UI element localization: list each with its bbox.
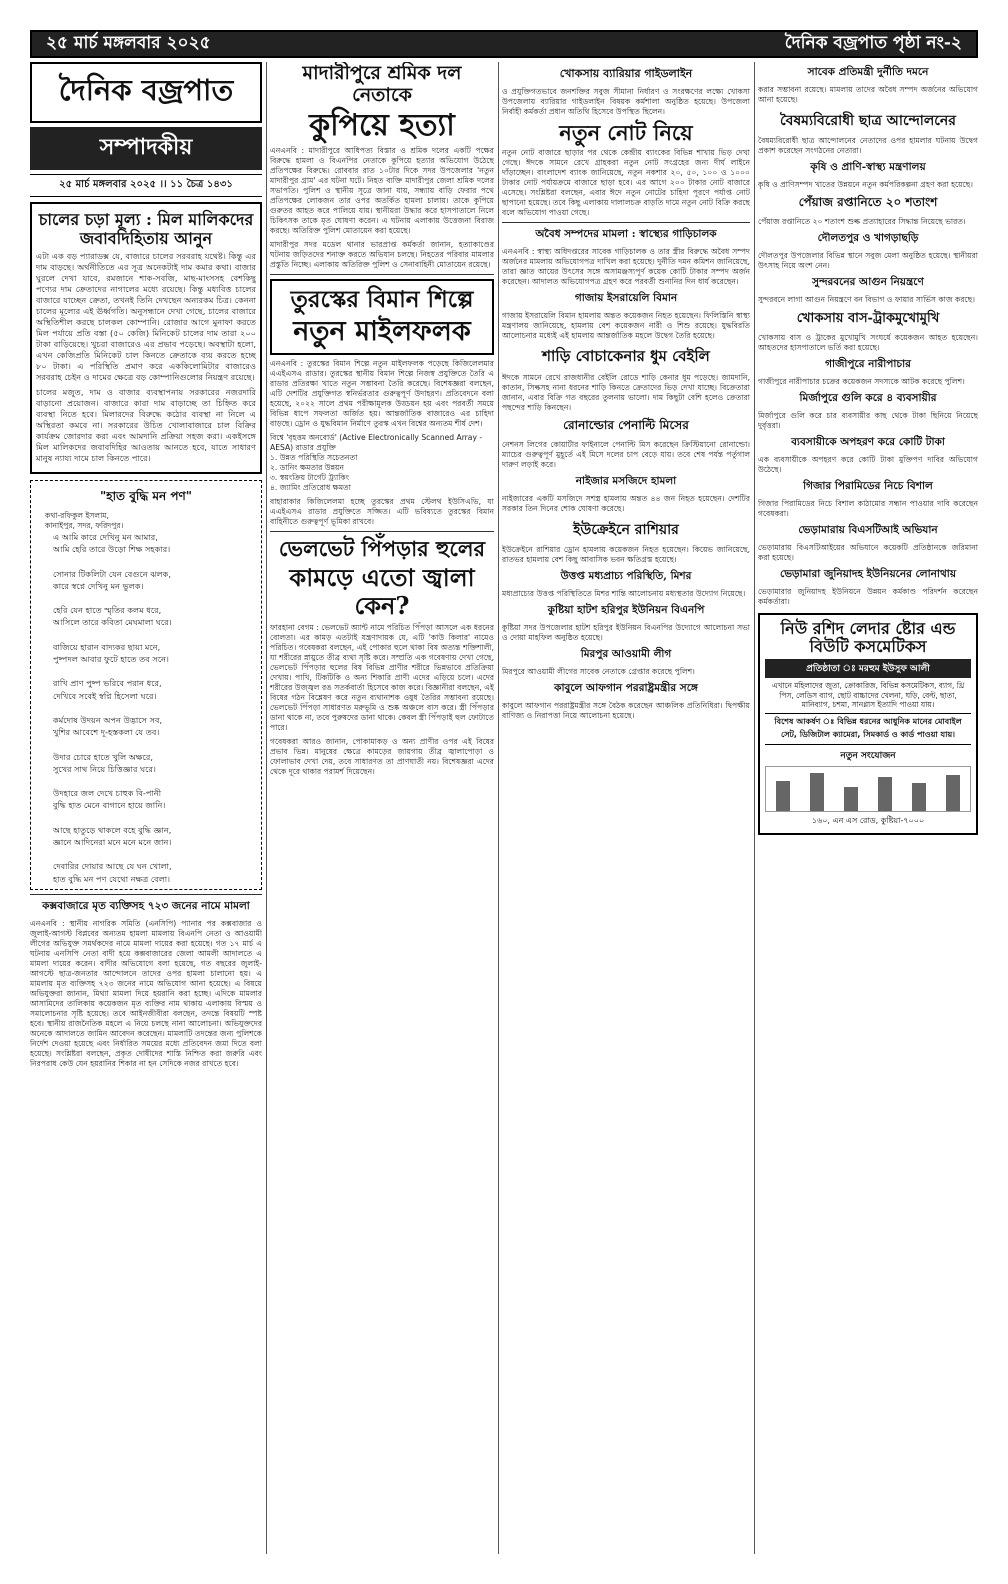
story-headline: ভেড়ামারায় বিএসটিআই অভিযান [798, 524, 938, 536]
ad-proprietor: প্রতিষ্ঠাতা ঃ মরহুম ইউসুফ আলী [765, 659, 971, 678]
story-headline: ব্যবসায়ীকে অপহরণ করে কোটি টাকা [791, 436, 945, 448]
story-body: ও প্রযুক্তিগতভাবে জনশক্তির সবুজ সীমানা নির্ধারণ ও সংরক্ষণের লক্ষ্যে খোকসা উপজেলায় ব্যারিয়ার গাইডলাইন বিষয়ক কর্মশালা অনুষ্ঠিত হয়েছে। উপজেলা নির্বাহী কর্মকর্তা প্রধান অতিথি হিসেবে উপস্থিত ছিলেন। [502, 87, 750, 116]
story-headline: কাবুলে আফগান পররাষ্ট্রমন্ত্রীর সঙ্গে [554, 682, 698, 694]
column-rule [754, 62, 755, 1554]
story-list: বিশ্বে 'বৃহত্তম অনবোর্ড' (Active Electronically Scanned Array - AESA) রাডার প্রযুক্তি ১. উন্নত পরিস্থিতি সচেতনতা ২. ডানিং ক্ষমতার উন্নয়ন ৩. স্বয়ংক্রিয় টার্গেট ট্র্যাকিং ৪. জ্যামিং প্রতিরোধ ক্ষমতা [270, 433, 483, 492]
story-body: বৈষম্যবিরোধী ছাত্র আন্দোলনের নেতাদের ওপর হামলার ঘটনায় উদ্বেগ প্রকাশ করেছেন সংগঠনের নেতারা। [758, 136, 978, 155]
story-headline: মির্জাপুরে গুলি করে ৪ ব্যবসায়ীর [799, 392, 937, 404]
column-rule [498, 62, 499, 1554]
editorial-body-2: চালের মজুত, দাম ও বাজার ব্যবস্থাপনায় সরকারের নজরদারি বাড়ানো প্রয়োজন। বাজারে কারা দাম বাড়াচ্ছে তা চিহ্নিত করে ব্যবস্থা নিতে হবে। মিলারদের বিরুদ্ধে কঠোর ব্যবস্থা না নিলে এ অস্থিরতা কমবে না। সরকারের উচিত খোলাবাজারে চাল বিক্রির কার্যক্রম জোরদার করা এবং আমদানি প্রক্রিয়া সহজ করা। একইসঙ্গে মিল মালিকদের জবাবদিহির আওতায় আনতে হবে, যাতে সাধারণ মানুষ ন্যায্য দামে চাল কিনতে পারে। [36, 387, 256, 463]
story-body: গাজীপুরে নারীপাচার চক্রের কয়েকজন সদস্যকে আটক করেছে পুলিশ। [758, 377, 965, 386]
story-headline: ভেলভেট পিঁপড়ার হুলের [278, 536, 486, 561]
ad-title: নিউ রশিদ লেদার ষ্টোর এন্ড বিউটি কসমেটিকস [780, 619, 956, 656]
story-headline: পেঁয়াজ রপ্তানিতে ২০ শতাংশ [798, 195, 938, 209]
story-headline: ইউক্রেইনে রাশিয়ার [573, 522, 679, 538]
story-body: নাইজারের একটি মসজিদে সশস্ত্র হামলায় অন্তত ৪৪ জন নিহত হয়েছেন। দেশটির সরকার তিন দিনের শোক ঘোষণা করেছে। [502, 494, 750, 513]
column-two [270, 62, 494, 1554]
story-headline: উত্তপ্ত মধ্যপ্রাচ্য পরিস্থিতি, মিশর [560, 570, 692, 582]
story-body-2: বাহারাকার কিজিলেলমা হচ্ছে তুরস্কের প্রথম স্টেলথ ইউসিএভি, যা এএইএসএ রাডার প্রযুক্তিতে সজ্জিত। এটি ভবিষ্যতে তুরস্কের বিমান বাহিনীতে গুরুত্বপূর্ণ ভূমিকা রাখবে। [270, 497, 494, 526]
ad-product-list: এখানে মহিলাদের জুতা, ক্রোকারিজ, বিভিন্ন কসমেটিকস, ব্যাগ, থ্রি পিস, লেডিস ব্যাগ, ছোট বাচ্চাদের খেলনা, ঘড়ি, বেল্ট, ছাতা, মানিব্যাগ, চশমা, সানগ্লাস ইত্যাদি পাওয়া যায়। [771, 681, 965, 710]
story-body: এক ব্যবসায়ীকে অপহরণ করে কোটি টাকা মুক্তিপণ দাবির অভিযোগ উঠেছে। [758, 455, 978, 474]
header-date: ২৫ মার্চ মঙ্গলবার ২০২৫ [46, 33, 211, 53]
feature-box [270, 279, 494, 355]
column-rule [266, 62, 267, 1554]
poem-author: কথা-রফিকুল ইসলাম, কানাইপুর, সদর, ফরিদপুর। [45, 511, 124, 530]
ad-address: ১৬০, এন এস রোড, কুষ্টিয়া-৭০০০ [811, 815, 925, 825]
story-body: কুষ্টিয়া সদর উপজেলার হাটশ হরিপুর ইউনিয়ন বিএনপির উদ্যোগে আলোচনা সভা ও দোয়া মাহফিল অনুষ্ঠিত হয়েছে। [502, 623, 750, 642]
story-headline: কুষ্টিয়া হাটশ হরিপুর ইউনিয়ন বিএনপি [547, 604, 705, 616]
story-headline: কৃষি ও প্রাণি-স্বাস্থ্য মন্ত্রণালয় [810, 161, 926, 173]
column-editorial [30, 62, 262, 1554]
story-headline: খোকসায় ব্যারিয়ার গাইডলাইন [559, 67, 693, 80]
story-headline: মাদারীপুরে শ্রমিক দল নেতাকে [302, 62, 462, 106]
poem-title: "হাত বুদ্ধি মন পণ" [100, 489, 192, 503]
story-headline: রোনাল্ডোর পেনাল্টি মিসের [563, 418, 689, 432]
story-headline-large: কামড়ে এতো জ্বালা কেন? [289, 563, 475, 620]
ad-product-images [765, 766, 971, 812]
editorial-label: সম্পাদকীয় [30, 127, 262, 170]
header-page-label: দৈনিক বজ্রপাত পৃষ্ঠা নং-২ [784, 33, 962, 53]
story-body: ইউক্রেইনে রাশিয়ার ড্রোন হামলায় কয়েকজন নিহত হয়েছেন। কিয়েভ জানিয়েছে, রাতভর হামলায় বেশ কিছু আবাসিক ভবন ক্ষতিগ্রস্ত হয়েছে। [502, 545, 750, 564]
story-body: গাজায় ইসরায়েলি বিমান হামলায় অন্তত কয়েকজন নিহত হয়েছেন। ফিলিস্তিনি স্বাস্থ্য মন্ত্রণালয় জানিয়েছে, হামলায় বেশ কয়েকজন নারী ও শিশু রয়েছে। যুদ্ধবিরতি আলোচনার মধ্যেই এই হামলায় আন্তর্জাতিক মহলে উদ্বেগ তৈরি হয়েছে। [502, 311, 750, 340]
story-headline: গিজার পিরামিডের নিচে বিশাল [803, 480, 933, 492]
advertisement [758, 613, 978, 835]
story-headline: ভেড়ামারা জুনিয়াদহ ইউনিয়নের লোনাথায় [779, 568, 957, 580]
story-headline: গাজায় ইসরায়েলি বিমান [574, 292, 678, 304]
story-body: এনএনবি : তুরস্কের বিমান শিল্পে নতুন মাইলফলক পড়েছে কিজিলেলমার এএইএসএ রাডার। তুরস্কের স্থানীয় বিমান শিল্পে নিজস্ব প্রযুক্তিতে তৈরি এ রাডার প্রতিরক্ষা খাতে নতুন সম্ভাবনা তৈরি করেছে। বিশেষজ্ঞরা বলছেন, এটি দেশটির প্রযুক্তিগত স্বনির্ভরতার গুরুত্বপূর্ণ উদাহরণ। প্রতিবেদনে বলা হয়েছে, ২০২২ সালে প্রথম পরীক্ষামূলক উড্ডয়ন হয় এবং পরবর্তী সময়ে বিভিন্ন ধাপে সফলতা অর্জিত হয়। আন্তর্জাতিক বাজারেও এর চাহিদা বাড়ছে। ড্রোন ও যুদ্ধবিমান নির্মাণে তুরস্ক এখন বিশ্বের অন্যতম শীর্ষ দেশ। [270, 359, 494, 428]
divider [502, 222, 750, 223]
story-headline: কক্সবাজারে মৃত ব্যক্তিসহ ৭২৩ জনের নামে মামলা [42, 899, 250, 912]
divider [30, 894, 262, 895]
product-image [810, 773, 824, 811]
story-body: গিজার পিরামিডের নিচে বিশাল কাঠামোর সন্ধান পাওয়ার দাবি করেছেন গবেষকরা। [758, 499, 978, 518]
column-four [758, 62, 978, 1554]
story-body: ভেড়ামারায় বিএসটিআইয়ের অভিযানে কয়েকটি প্রতিষ্ঠানকে জরিমানা করা হয়েছে। [758, 543, 978, 562]
editorial-headline: চালের চড়া মূল্য : মিল মালিকদের জবাবদিহিতায় আনুন [38, 210, 254, 248]
story-headline: গাজীপুরে নারীপাচার [825, 358, 911, 370]
product-image [844, 787, 858, 811]
newspaper-page [30, 62, 978, 1554]
poem-box [30, 480, 262, 890]
story-body: নেশনস লিগের কোয়ার্টার ফাইনালে পেনাল্টি মিস করেছেন ক্রিস্টিয়ানো রোনাল্ডো। ম্যাচের গুরুত্বপূর্ণ মুহূর্তে এই মিসে দলের চাপ বেড়ে যায়। তবে শেষ পর্যন্ত পর্তুগাল দারুণ লড়াই করে। [502, 440, 750, 469]
story-headline: অবৈধ সম্পদের মামলা : স্বাস্থ্যের গাড়িচালক [535, 228, 717, 240]
story-body: দৌলতপুর উপজেলার বিভিন্ন স্থানে সবুজ মেলা অনুষ্ঠিত হয়েছে। স্থানীয়রা উৎসাহ নিয়ে অংশ নেন। [758, 251, 978, 270]
dateline: ২৫ মার্চ মঙ্গলবার ২০২৫ ।। ১১ চৈত্র ১৪৩১ [30, 174, 262, 197]
story-headline: সুন্দরবনের আগুন নিয়ন্ত্রণে [812, 276, 924, 288]
product-image [776, 781, 790, 811]
story-body-2: মাদারীপুর সদর মডেল থানার ভারপ্রাপ্ত কর্মকর্তা জানান, হত্যাকাণ্ডের ঘটনায় জড়িতদের শনাক্ত করতে অভিযান চলছে। নিহতের পরিবার মামলার প্রস্তুতি নিচ্ছে। এলাকায় অতিরিক্ত পুলিশ ও সেনাবাহিনী মোতায়েন রয়েছে। [270, 240, 494, 269]
story-body: নতুন নোট বাজারে ছাড়ার পর থেকে কেন্দ্রীয় ব্যাংকের বিভিন্ন শাখায় ভিড় দেখা গেছে। ঈদকে সামনে রেখে গ্রাহকরা নতুন নোট সংগ্রহের জন্য দীর্ঘ লাইনে দাঁড়াচ্ছেন। বাংলাদেশ ব্যাংক জানিয়েছে, নতুন নকশার ২০, ৫০, ১০০ ও ১০০০ টাকার নোট পর্যায়ক্রমে বাজারে ছাড়া হবে। এর আগে ২০০ টাকার নোট বাজারে এসেছে। সংশ্লিষ্টরা বলছেন, এবার ঈদে নতুন নোটের চাহিদা পূরণে পর্যাপ্ত নোট ছাপানো হয়েছে। তবে কিছু এলাকায় দালালচক্র বাড়তি দামে নতুন নোট বিক্রি করছে বলে অভিযোগ পাওয়া গেছে। [502, 148, 750, 217]
product-image [946, 775, 960, 811]
product-image [878, 777, 892, 811]
story-headline: নতুন নোট নিয়ে [559, 120, 693, 145]
story-body: পেঁয়াজ রপ্তানিতে ২০ শতাংশ শুল্ক প্রত্যাহারের সিদ্ধান্ত নিয়েছে ভারত। [758, 217, 966, 226]
divider [270, 531, 494, 532]
story-body: মির্জাপুরে গুলি করে চার ব্যবসায়ীর কাছ থেকে টাকা ছিনিয়ে নিয়েছে দুর্বৃত্তরা। [758, 411, 978, 430]
masthead: দৈনিক বজ্রপাত [30, 62, 262, 123]
column-three [502, 62, 750, 1554]
story-headline: দৌলতপুর ও খাগড়াছড়ি [817, 232, 919, 244]
story-body: সুন্দরবনে লাগা আগুন নিয়ন্ত্রণে বন বিভাগ ও ফায়ার সার্ভিস কাজ করছে। [758, 295, 975, 304]
divider [270, 274, 494, 275]
story-body-2: গবেষকরা আরও জানান, পোকামাকড় ও অন্য প্রাণীর ওপর এই বিষের প্রভাব ভিন্ন। মানুষের ক্ষেত্রে কামড়ের জায়গায় তীব্র জ্বালাপোড়া ও ফোলাভাব দেখা দেয়, তবে সাধারণত তা প্রাণঘাতী নয়। বিশেষজ্ঞরা এদের থেকে দূরে থাকার পরামর্শ দিয়েছেন। [270, 737, 494, 776]
story-headline: নাইজার মসজিদে হামলা [575, 475, 677, 487]
story-headline-large: কুপিয়ে হত্যা [309, 108, 455, 143]
story-headline: মিরপুর আওয়ামী লীগ [580, 648, 672, 660]
story-headline: বৈষম্যবিরোধী ছাত্র আন্দোলনের [780, 113, 956, 129]
editorial-box [30, 202, 262, 474]
story-body: করার সম্ভাবনা রয়েছে। মামলায় তাদের অবৈধ সম্পদ অর্জনের অভিযোগ আনা হয়েছে। [758, 85, 978, 104]
story-body: মধ্যপ্রাচ্যের উত্তপ্ত পরিস্থিতিতে মিশর শান্তি আলোচনায় মধ্যস্থতার উদ্যোগ নিয়েছে। [502, 589, 746, 598]
story-body: মিরপুরে আওয়ামী লীগের সাবেক নেতাকে গ্রেপ্তার করেছে পুলিশ। [502, 667, 695, 676]
story-body: এনএনবি : স্থানীয় নাগরিক সমিতি (এনসিপি) প্যানার পর কক্সবাজার ও জুলাই-আগস্ট বিপ্লবের অন্যতম হামলা মামলায় বিএনপি নেতা ও আওয়ামী লীগের অভিযুক্ত সমর্থকদের নামে মামলা দায়ের করা হয়েছে। গত ১৭ মার্চ এ ঘটনায় এনসিপি নেতা বাদী হয়ে কক্সবাজারের জেলা আমলী আদালতে এ মামলা দায়ের করেন। বাদীর অভিযোগে বলা হয়েছে, গত বছরের জুলাই-আগস্টে ছাত্র-জনতার আন্দোলনে তাদের ওপর হামলা চালানো হয়। এ মামলায় মৃত ব্যক্তিসহ ৭২৩ জনের নামে অভিযোগ আনা হয়েছে। এ বিষয়ে অভিযুক্তরা জানান, মিথ্যা মামলা দিয়ে হয়রানি করা হচ্ছে। এদিকে মামলার আসামিদের তালিকায় কয়েকজন মৃত ব্যক্তির নাম থাকায় এলাকায় বিস্ময় ও সমালোচনার সৃষ্টি হয়েছে। তবে আইনজীবীরা বলছেন, তদন্তে বিষয়টি স্পষ্ট হবে। স্থানীয় রাজনৈতিক মহলে এ নিয়ে চলছে নানা আলোচনা। অভিযুক্তদের অনেকে আদালতে জামিন আবেদন করেছেন। মামলাটি তদন্তের জন্য পুলিশকে নির্দেশ দেওয়া হয়েছে এবং নির্ধারিত সময়ের মধ্যে প্রতিবেদন জমা দিতে বলা হয়েছে। সংশ্লিষ্টরা বলছেন, প্রকৃত দোষীদের শাস্তি নিশ্চিত করা জরুরি এবং নিরপরাধ কেউ যেন হয়রানির শিকার না হন সেদিকে নজর রাখতে হবে। [30, 918, 262, 1068]
story-body: কাবুলে আফগান পররাষ্ট্রমন্ত্রীর সঙ্গে বৈঠক করেছেন আঞ্চলিক প্রতিনিধিরা। দ্বিপক্ষীয় বাণিজ্য ও নিরাপত্তা নিয়ে আলোচনা হয়েছে। [502, 701, 750, 720]
story-body: ফারহানা বেগম : ভেলভেট অ্যান্ট নামে পরিচিত পিঁপড়া আসলে এক ধরনের বোলতা। এর কামড় এতটাই যন্ত্রণাদায়ক যে, এটি 'কাউ কিলার' নামেও পরিচিত। গবেষকরা বলছেন, এই পোকার হুলে থাকা বিষ অত্যন্ত শক্তিশালী, যা শরীরের স্নায়ুতে তীব্র ব্যথা সৃষ্টি করে। সম্প্রতি এক গবেষণায় দেখা গেছে, ভেলভেট পিঁপড়ার হুলের বিষ বিভিন্ন প্রাণীর শরীরে ভিন্নভাবে প্রতিক্রিয়া দেখায়। পাখি, টিকটিকি ও অন্য শিকারি প্রাণী এদের এড়িয়ে চলে। এদের শরীরের উজ্জ্বল রঙ সতর্কবার্তা হিসেবে কাজ করে। বিজ্ঞানীরা বলছেন, এই বিষের গঠন বিশ্লেষণ করে নতুন ব্যথানাশক ওষুধ তৈরির সম্ভাবনা রয়েছে। ভেলভেট পিঁপড়া সাধারণত মরুভূমি ও শুষ্ক অঞ্চলে বাস করে। স্ত্রী পিঁপড়ার ডানা থাকে না, তবে পুরুষদের ডানা থাকে। কেবল স্ত্রী পিঁপড়াই হুল ফোটাতে পারে। [270, 623, 494, 732]
ad-special-offer: বিশেষ আকর্ষণ ঃ বিভিন্ন ধরনের আধুনিক মানের মোবাইল সেট, ডিজিটাল ক্যামেরা, সিমকার্ড ও কার্ড পাওয়া যায়। [765, 713, 971, 745]
story-body: কৃষি ও প্রাণিসম্পদ খাতের উন্নয়নে নতুন কর্মপরিকল্পনা গ্রহণ করা হয়েছে। [758, 180, 973, 189]
page-header-bar [30, 30, 978, 58]
ad-new-label: নতুন সংযোজন [840, 750, 896, 761]
story-body: ঈদকে সামনে রেখে রাজধানীর বেইলি রোডে শাড়ি কেনার ধুম পড়েছে। জামদানি, কাতান, সিল্কসহ নানা ধরনের শাড়ি কিনতে ক্রেতাদের ভিড় দেখা যাচ্ছে। বিক্রেতারা জানান, এবার বিক্রি গত বছরের তুলনায় ভালো। দাম কিছুটা বেশি হলেও ক্রেতারা পছন্দের শাড়ি কিনছেন। [502, 373, 750, 412]
story-body: এনএনবি : মাদারীপুরে আধিপত্য বিস্তার ও শ্রমিক দলের একটি পক্ষের বিরুদ্ধে হামলা ও বিএনপির নেতাকে কুপিয়ে হত্যার অভিযোগ উঠেছে প্রতিপক্ষের বিরুদ্ধে। রোববার রাত ১০টার দিকে সদর উপজেলার 'নতুন মাদারীপুর গ্রাম' এর ঘটনা ঘটে। নিহত ব্যক্তি মাদারীপুর জেলা শ্রমিক দলের সভাপতি। পুলিশ ও স্থানীয় সূত্রে জানা যায়, সন্ধ্যায় বাড়ি ফেরার পথে প্রতিপক্ষের লোকজন তার ওপর অতর্কিত হামলা চালায়। তাকে কুপিয়ে গুরুতর আহত করে পালিয়ে যায়। স্থানীয়রা উদ্ধার করে হাসপাতালে নিলে চিকিৎসক তাকে মৃত ঘোষণা করেন। এ ঘটনায় এলাকায় উত্তেজনা বিরাজ করছে। অতিরিক্ত পুলিশ মোতায়েন করা হয়েছে। [270, 146, 494, 235]
story-headline-large: নতুন মাইলফলক [293, 316, 471, 347]
story-body: এনএনবি : স্বাস্থ্য অধিদপ্তরের সাবেক গাড়িচালক ও তার স্ত্রীর বিরুদ্ধে অবৈধ সম্পদ অর্জনের মামলায় অভিযোগপত্র দাখিল করা হয়েছে। দুর্নীতি দমন কমিশন জানিয়েছে, তারা জ্ঞাত আয়ের উৎসের সঙ্গে অসামঞ্জস্যপূর্ণ কয়েক কোটি টাকার সম্পদ অর্জন করেছেন। আদালত অভিযোগপত্র গ্রহণ করে পরবর্তী শুনানির দিন ধার্য করেছেন। [502, 247, 750, 286]
story-headline: সাবেক প্রতিমন্ত্রী দুর্নীতি দমনে [807, 66, 929, 78]
story-body: ভেড়ামারার জুনিয়াদহ ইউনিয়নে উন্নয়ন কর্মকাণ্ড পরিদর্শন করেছেন কর্মকর্তারা। [758, 587, 978, 606]
product-image [912, 783, 926, 811]
story-headline: খোকসায় বাস-ট্রাকমুখোমুখি [796, 311, 940, 326]
story-body: খোকসায় বাস ও ট্রাকের মুখোমুখি সংঘর্ষে কয়েকজন আহত হয়েছেন। আহতদের হাসপাতালে ভর্তি করা হয়েছে। [758, 333, 978, 352]
poem-body: এ আমি কারে দেখিনু মন আমার, আমি হেরি তারে উড়ো শিক্ষ সহকার। সোনার টিকলিটা যেন বেগুনে ঝলক, কারে স্বপ্নে দেখিনু মন ভুলক। হেরি যেন হাতে স্মৃতির কলম ধরে, আসিলে তারে কবিতা মেঘমালা ঘরে। বাজিয়ে হারান বাদ্যকর ছায়া মনে, পুষ্পদল আবার ফুটে হাতে তব সনে। রাখি প্রাণ পুষ্প ভরিবে পরান ধরে, দেখিবে সবেই স্বপ্নি হিসেলা ঘরে। কর্মদোষ উদয়ন অপন উদ্ভাসে সব, খুশির আবেশে দূ-হস্তকলা যে তব। উদার চোরে হাতে খুলি অক্ষরে, সুখের সাথ নিয়ে চিত্তিজ্ঞার ঘরে। উদহারে জল দেখে চাহুক বি-পানী বুদ্ধি হাত মেনে বাগানে হায়ে জানি। আছে হাতুড়ে থাকলে বহে বুদ্ধি জ্ঞান, জ্ঞানে আদিনেরা মনে মনে মনে জান। দেবারির দোয়ার আছে যে ঘন খোলা, হাত বুদ্ধি মন পণ যেথো নক্ষত্র বেলা। [53, 532, 172, 884]
story-headline: শাড়ি বোচাকেনার ধুম বেইলি [542, 347, 710, 365]
editorial-body: এটা এক বড় প্যারাডক্স যে, বাজারে চালের সরবরাহ যথেষ্ট। কিন্তু এর দাম বাড়ছে। অর্থনীতিতে এর সূত্র অনেকটাই দাম কমার কথা। বাজার ঘুরলে দেখা যাবে, রমজানে শাক-সবজি, মাছ-মাংসসহ বেশকিছু পণ্যের দাম ক্রেতাদের নাগালের মধ্যে রয়েছে। কিন্তু মধ্যবিত্ত চালের বাজারে যাচ্ছেন ক্রেতা, তখনই তিনি দেখছেন অন্যরকম চিত্র। কেননা চালের মূল্যের এই ঊর্ধ্বগতি। অনুসন্ধানে দেখা গেছে, চালের বাজারে অস্থিতিশীল করছে চালকল কোম্পানি। রোজার আগে মুনাফা করতে মিল পর্যায়ে প্রতি বস্তা (৫০ কেজি) মিনিকেট চালের দাম তারা ২০০ টাকা বাড়িয়েছে। খুচরা বাজারেও এর প্রভাব পড়েছে। অবস্থাটা হলো, এখন কেজিপ্রতি মিনিকেট চাল কিনতে ক্রেতাকে ব্যয় করতে হচ্ছে ৮০ টাকা। এ পরিস্থিতি প্রমাণ করে এককিলোমিটার বাজারেও সরবরাহ চেইন ও দামের ক্ষেত্রে বড় কোম্পানিগুলোর নিয়ন্ত্রণ রয়েছে। [36, 251, 256, 382]
story-headline: তুরস্কের বিমান শিল্পে [290, 286, 474, 313]
